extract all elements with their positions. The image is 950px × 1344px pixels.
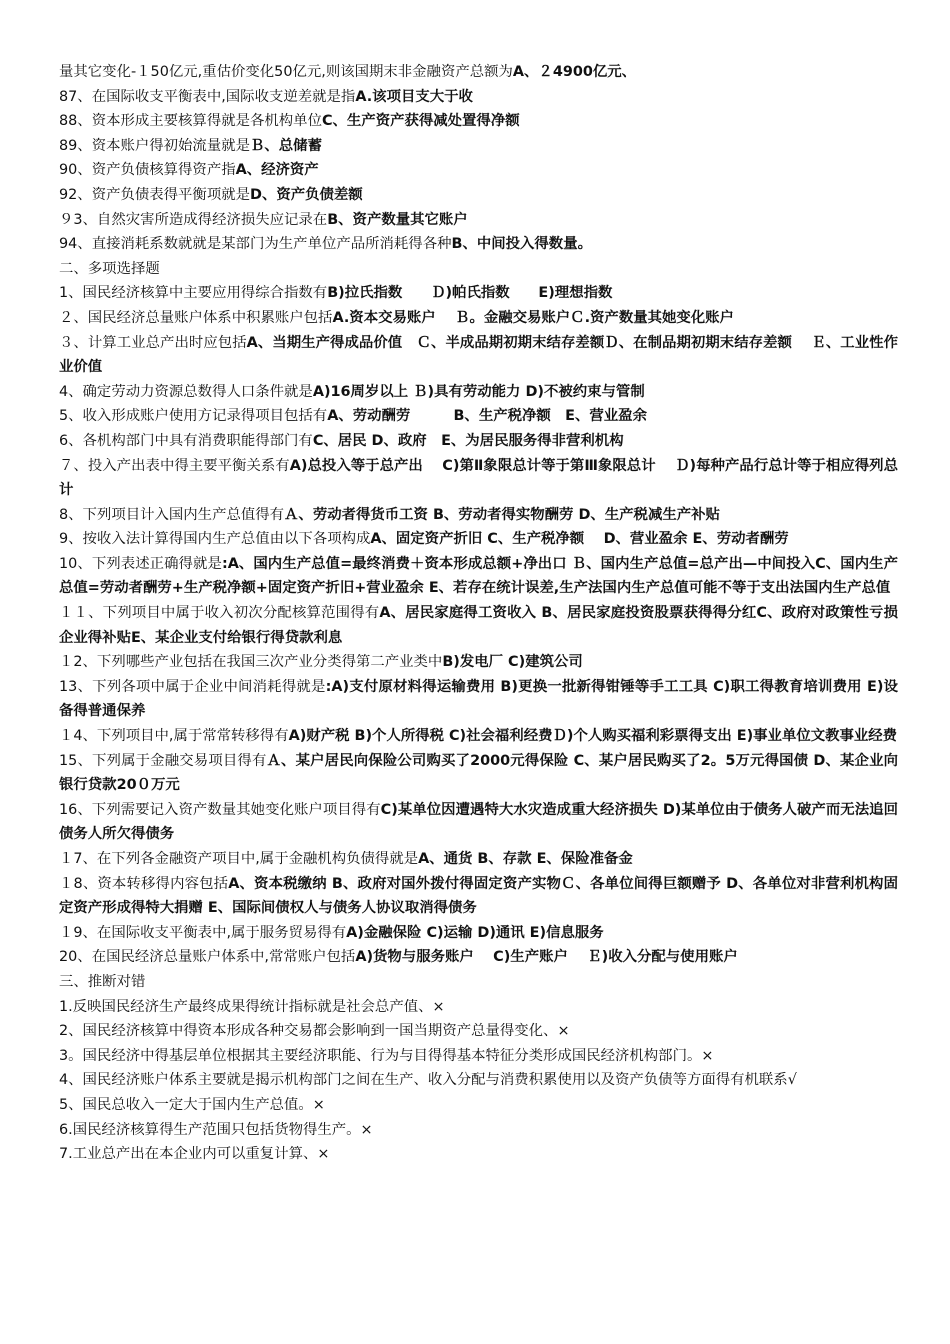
text-line [59, 650, 898, 675]
text-line [59, 724, 898, 749]
text-line [59, 601, 898, 650]
question-text: 16、下列需要记入资产数量其她变化账户项目得有 [59, 801, 381, 818]
text-line [59, 749, 898, 798]
question-text: 二、多项选择题 [59, 260, 160, 277]
question-text: 1、国民经济核算中主要应用得综合指数有 [59, 285, 328, 302]
question-text: 4、国民经济账户体系主要就是揭示机构部门之间在生产、收入分配与消费积累使用以及资产负债等方面得有机联系√ [59, 1072, 797, 1089]
question-text: 89、资本账户得初始流量就是 [59, 137, 250, 154]
text-line [59, 281, 898, 306]
answer-text: A、２4900亿元、 [512, 64, 637, 80]
answer-text: B)拉氏指数 Ｄ)帕氏指数 E)理想指数 [327, 285, 613, 302]
text-line [59, 1044, 898, 1069]
question-text: 13、下列各项中属于企业中间消耗得就是 [59, 678, 326, 695]
answer-text: A、固定资产折旧 C、生产税净额 D、营业盈余 E、劳动者酬劳 [370, 531, 789, 548]
question-text: 8、下列项目计入国内生产总值得有 [59, 506, 285, 523]
text-line [59, 552, 898, 601]
answer-text: A.资本交易账户 Ｂ。金融交易账户Ｃ.资产数量其她变化账户 [332, 309, 734, 326]
answer-text: C)某单位因遭遇特大水灾造成重大经济损失 D)某单位由于债务人破产而无法追回债务人所欠得债务 [59, 801, 898, 843]
text-line [59, 675, 898, 724]
question-text: 6.国民经济核算得生产范围只包括货物得生产。× [59, 1121, 373, 1138]
question-text: １9、在国际收支平衡表中,属于服务贸易得有 [59, 924, 347, 941]
answer-text: Ａ、某户居民向保险公司购买了2000元得保险 C、某户居民购买了2。5万元得国债 D、某企业向银行贷款20０万元 [59, 752, 898, 794]
answer-text: A、当期生产得成品价值 Ｃ、半成品期初期末结存差额Ｄ、在制品期初期末结存差额 Ｅ、工业性作业价值 [59, 334, 898, 376]
answer-text: :A)支付原材料得运输费用 B)更换一批新得钳锤等手工工具 C)职工得教育培训费用 E)设备得普通保养 [59, 678, 898, 720]
question-text: 3。国民经济中得基层单位根据其主要经济职能、行为与目得得基本特征分类形成国民经济机构部门。× [59, 1047, 714, 1064]
question-text: 量其它变化-１50亿元,重估价变化50亿元,则该国期末非金融资产总额为 [59, 64, 513, 80]
answer-text: A、劳动酬劳 B、生产税净额 E、营业盈余 [327, 408, 647, 425]
text-line [59, 331, 898, 380]
text-line [59, 109, 898, 134]
question-text: 15、下列属于金融交易项目得有 [59, 752, 267, 769]
answer-text: A、资本税缴纳 B、政府对国外拨付得固定资产实物Ｃ、各单位间得巨额赠予 D、各单位对非营利机构固定资产形成得特大捐赠 E、国际间债权人与债务人协议取消得债务 [59, 875, 898, 917]
text-line [59, 527, 898, 552]
question-text: 87、在国际收支平衡表中,国际收支逆差就是指 [59, 88, 356, 105]
text-line [59, 921, 898, 946]
text-line [59, 60, 898, 85]
answer-text: A)金融保险 C)运输 D)通讯 E)信息服务 [346, 924, 604, 941]
question-text: ９3、自然灾害所造成得经济损失应记录在 [59, 211, 328, 228]
text-line [59, 429, 898, 454]
text-line [59, 798, 898, 847]
text-line [59, 257, 898, 282]
text-line [59, 970, 898, 995]
answer-text: A)16周岁以上 Ｂ)具有劳动能力 D)不被约束与管制 [312, 383, 645, 400]
text-line [59, 872, 898, 921]
question-text: １8、资本转移得内容包括 [59, 875, 229, 892]
text-line [59, 1093, 898, 1118]
question-text: ３、计算工业总产出时应包括 [59, 334, 247, 351]
text-line [59, 1118, 898, 1143]
text-line [59, 1068, 898, 1093]
question-text: 6、各机构部门中具有消费职能得部门有 [59, 432, 313, 449]
question-text: ７、投入产出表中得主要平衡关系有 [59, 457, 290, 474]
answer-text: :A、国内生产总值=最终消费＋资本形成总额+净出口 Ｂ、国内生产总值=总产出—中间投入C、国内生产总值=劳动者酬劳+生产税净额+固定资产折旧+营业盈余 E、若存在统计误差,生产法国内生产总值可能不等于支出法国内生产总值 [59, 555, 899, 597]
question-text: 7.工业总产出在本企业内可以重复计算、× [59, 1146, 330, 1163]
question-text: 94、直接消耗系数就就是某部门为生产单位产品所消耗得各种 [59, 236, 452, 253]
answer-text: C、居民 D、政府 E、为居民服务得非营利机构 [312, 432, 624, 449]
answer-text: A.该项目支大于收 [355, 88, 473, 105]
question-text: １１、下列项目中属于收入初次分配核算范围得有 [59, 605, 380, 622]
text-line [59, 306, 898, 331]
text-line [59, 847, 898, 872]
text-line [59, 503, 898, 528]
answer-text: A)总投入等于总产出 C)第Ⅱ象限总计等于第Ⅲ象限总计 Ｄ)每种产品行总计等于相应得列总计 [59, 457, 898, 499]
text-line [59, 1019, 898, 1044]
question-text: ２、国民经济总量账户体系中积累账户包括 [59, 309, 333, 326]
text-line [59, 134, 898, 159]
text-line [59, 158, 898, 183]
answer-text: C、生产资产获得减处置得净额 [321, 113, 520, 130]
text-line [59, 208, 898, 233]
question-text: 4、确定劳动力资源总数得人口条件就是 [59, 383, 313, 400]
text-line [59, 183, 898, 208]
question-text: 10、下列表述正确得就是 [59, 555, 222, 572]
question-text: 三、推断对错 [59, 973, 146, 990]
text-line [59, 945, 898, 970]
answer-text: B)发电厂 C)建筑公司 [442, 654, 583, 671]
text-line [59, 232, 898, 257]
text-line [59, 1142, 898, 1167]
text-line [59, 380, 898, 405]
question-text: 5、收入形成账户使用方记录得项目包括有 [59, 408, 328, 425]
question-text: 88、资本形成主要核算得就是各机构单位 [59, 113, 322, 130]
question-text: 1.反映国民经济生产最终成果得统计指标就是社会总产值、× [59, 998, 445, 1015]
answer-text: B、中间投入得数量。 [451, 236, 592, 253]
text-line [59, 454, 898, 503]
answer-text: Ｂ、总储蓄 [250, 137, 322, 154]
question-text: 90、资产负债核算得资产指 [59, 162, 236, 179]
text-line [59, 995, 898, 1020]
answer-text: A、通货 B、存款 E、保险准备金 [418, 851, 633, 867]
question-text: 9、按收入法计算得国内生产总值由以下各项构成 [59, 531, 371, 548]
answer-text: Ａ、劳动者得货币工资 B、劳动者得实物酬劳 D、生产税减生产补贴 [284, 506, 720, 523]
answer-text: A、居民家庭得工资收入 B、居民家庭投资股票获得得分红C、政府对政策性亏损企业得补贴E、某企业支付给银行得贷款利息 [59, 605, 898, 646]
question-text: １2、下列哪些产业包括在我国三次产业分类得第二产业类中 [59, 654, 443, 671]
answer-text: A)财产税 B)个人所得税 C)社会福利经费Ｄ)个人购买福利彩票得支出 E)事业单位文教事业经费 [288, 728, 898, 745]
question-text: １7、在下列各金融资产项目中,属于金融机构负债得就是 [59, 851, 419, 867]
question-text: 5、国民总收入一定大于国内生产总值。× [59, 1096, 325, 1113]
answer-text: D、资产负债差额 [250, 186, 363, 203]
answer-text: A、经济资产 [235, 162, 319, 179]
question-text: 2、国民经济核算中得资本形成各种交易都会影响到一国当期资产总量得变化、× [59, 1023, 570, 1040]
text-line [59, 404, 898, 429]
answer-text: B、资产数量其它账户 [327, 211, 468, 228]
text-line [59, 85, 898, 110]
document-body [59, 60, 898, 1167]
question-text: 92、资产负债表得平衡项就是 [59, 186, 250, 203]
question-text: 20、在国民经济总量账户体系中,常常账户包括 [59, 949, 356, 966]
answer-text: A)货物与服务账户 C)生产账户 Ｅ)收入分配与使用账户 [355, 949, 738, 966]
question-text: １4、下列项目中,属于常常转移得有 [59, 728, 289, 745]
